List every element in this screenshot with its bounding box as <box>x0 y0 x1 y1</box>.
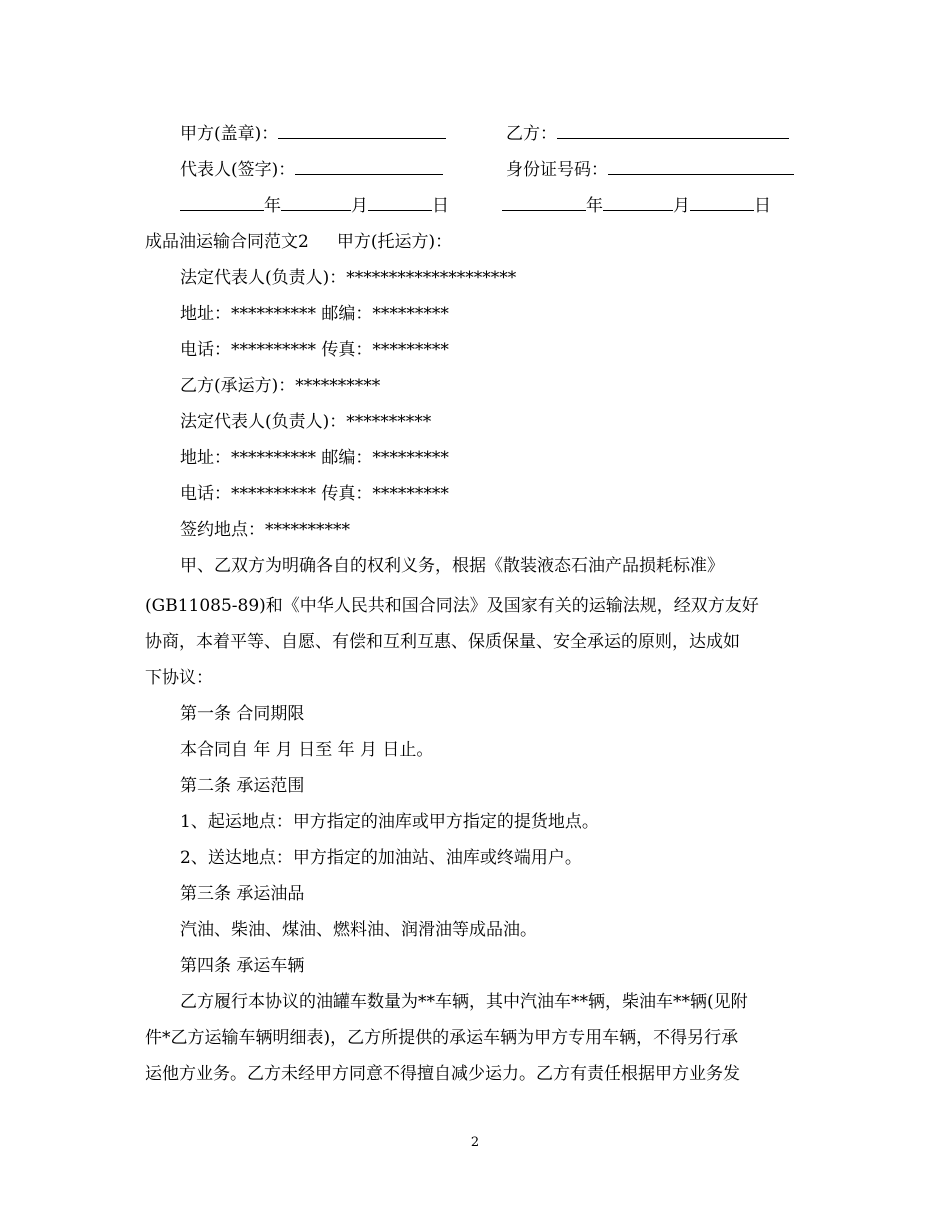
article-4-line-1: 乙方履行本协议的油罐车数量为**车辆，其中汽油车**辆，柴油车**辆(见附 <box>180 992 748 1012</box>
party-b-label: 乙方： <box>506 124 557 144</box>
preamble-line-2: (GB11085-89)和《中华人民共和国合同法》及国家有关的运输法规，经双方友好 <box>145 596 759 616</box>
party-a-shipper-label: 甲方(托运方)： <box>336 232 453 252</box>
year-blank-b <box>502 192 586 211</box>
date-line-a <box>180 192 449 216</box>
year-label-b: 年 <box>586 196 603 216</box>
day-label-a: 日 <box>432 196 449 216</box>
party-a-address: 地址：********** 邮编：********* <box>180 304 449 324</box>
preamble-line-1: 甲、乙双方为明确各自的权利义务，根据《散装液态石油产品损耗标准》 <box>180 556 724 576</box>
party-a-seal-blank <box>278 120 446 139</box>
page-number: 2 <box>470 1135 480 1150</box>
article-3-text: 汽油、柴油、煤油、燃料油、润滑油等成品油。 <box>180 920 537 940</box>
party-b-title: 乙方(承运方)：********** <box>180 376 381 396</box>
contract-title: 成品油运输合同范文2 <box>145 232 309 252</box>
rep-sign-blank <box>295 156 443 175</box>
rep-sign-label: 代表人(签字)： <box>180 160 296 180</box>
month-blank-b <box>603 192 673 211</box>
article-1-text: 本合同自 年 月 日至 年 月 日止。 <box>180 740 434 760</box>
article-4-title: 第四条 承运车辆 <box>180 956 305 976</box>
id-number-blank <box>608 156 794 175</box>
party-a-seal-line <box>180 120 446 144</box>
day-label-b: 日 <box>754 196 771 216</box>
preamble-line-4: 下协议： <box>145 668 213 688</box>
party-b-phone: 电话：********** 传真：********* <box>180 484 449 504</box>
sign-place: 签约地点：********** <box>180 520 350 540</box>
party-a-phone: 电话：********** 传真：********* <box>180 340 449 360</box>
contract-title-line <box>145 230 452 254</box>
month-label-b: 月 <box>673 196 690 216</box>
day-blank-a <box>368 192 432 211</box>
party-b-blank <box>557 120 789 139</box>
date-line-b <box>502 192 771 216</box>
party-b-line <box>506 120 789 144</box>
article-2-item-2: 2、送达地点：甲方指定的加油站、油库或终端用户。 <box>180 848 582 868</box>
article-1-title: 第一条 合同期限 <box>180 704 305 724</box>
day-blank-b <box>690 192 754 211</box>
article-2-item-1: 1、起运地点：甲方指定的油库或甲方指定的提货地点。 <box>180 812 599 832</box>
year-blank-a <box>180 192 264 211</box>
article-3-title: 第三条 承运油品 <box>180 884 305 904</box>
party-b-address: 地址：********** 邮编：********* <box>180 448 449 468</box>
party-b-legal-rep: 法定代表人(负责人)：********** <box>180 412 432 432</box>
id-number-label: 身份证号码： <box>506 160 608 180</box>
article-4-line-2: 件*乙方运输车辆明细表)，乙方所提供的承运车辆为甲方专用车辆，不得另行承 <box>145 1028 739 1048</box>
article-2-title: 第二条 承运范围 <box>180 776 305 796</box>
article-4-line-3: 运他方业务。乙方未经甲方同意不得擅自减少运力。乙方有责任根据甲方业务发 <box>145 1064 740 1084</box>
month-label-a: 月 <box>351 196 368 216</box>
year-label-a: 年 <box>264 196 281 216</box>
month-blank-a <box>281 192 351 211</box>
id-number-line <box>506 156 794 180</box>
rep-sign-line <box>180 156 443 180</box>
party-a-seal-label: 甲方(盖章)： <box>180 124 279 144</box>
party-a-legal-rep: 法定代表人(负责人)：******************** <box>180 268 517 288</box>
preamble-line-3: 协商，本着平等、自愿、有偿和互利互惠、保质保量、安全承运的原则，达成如 <box>145 632 740 652</box>
